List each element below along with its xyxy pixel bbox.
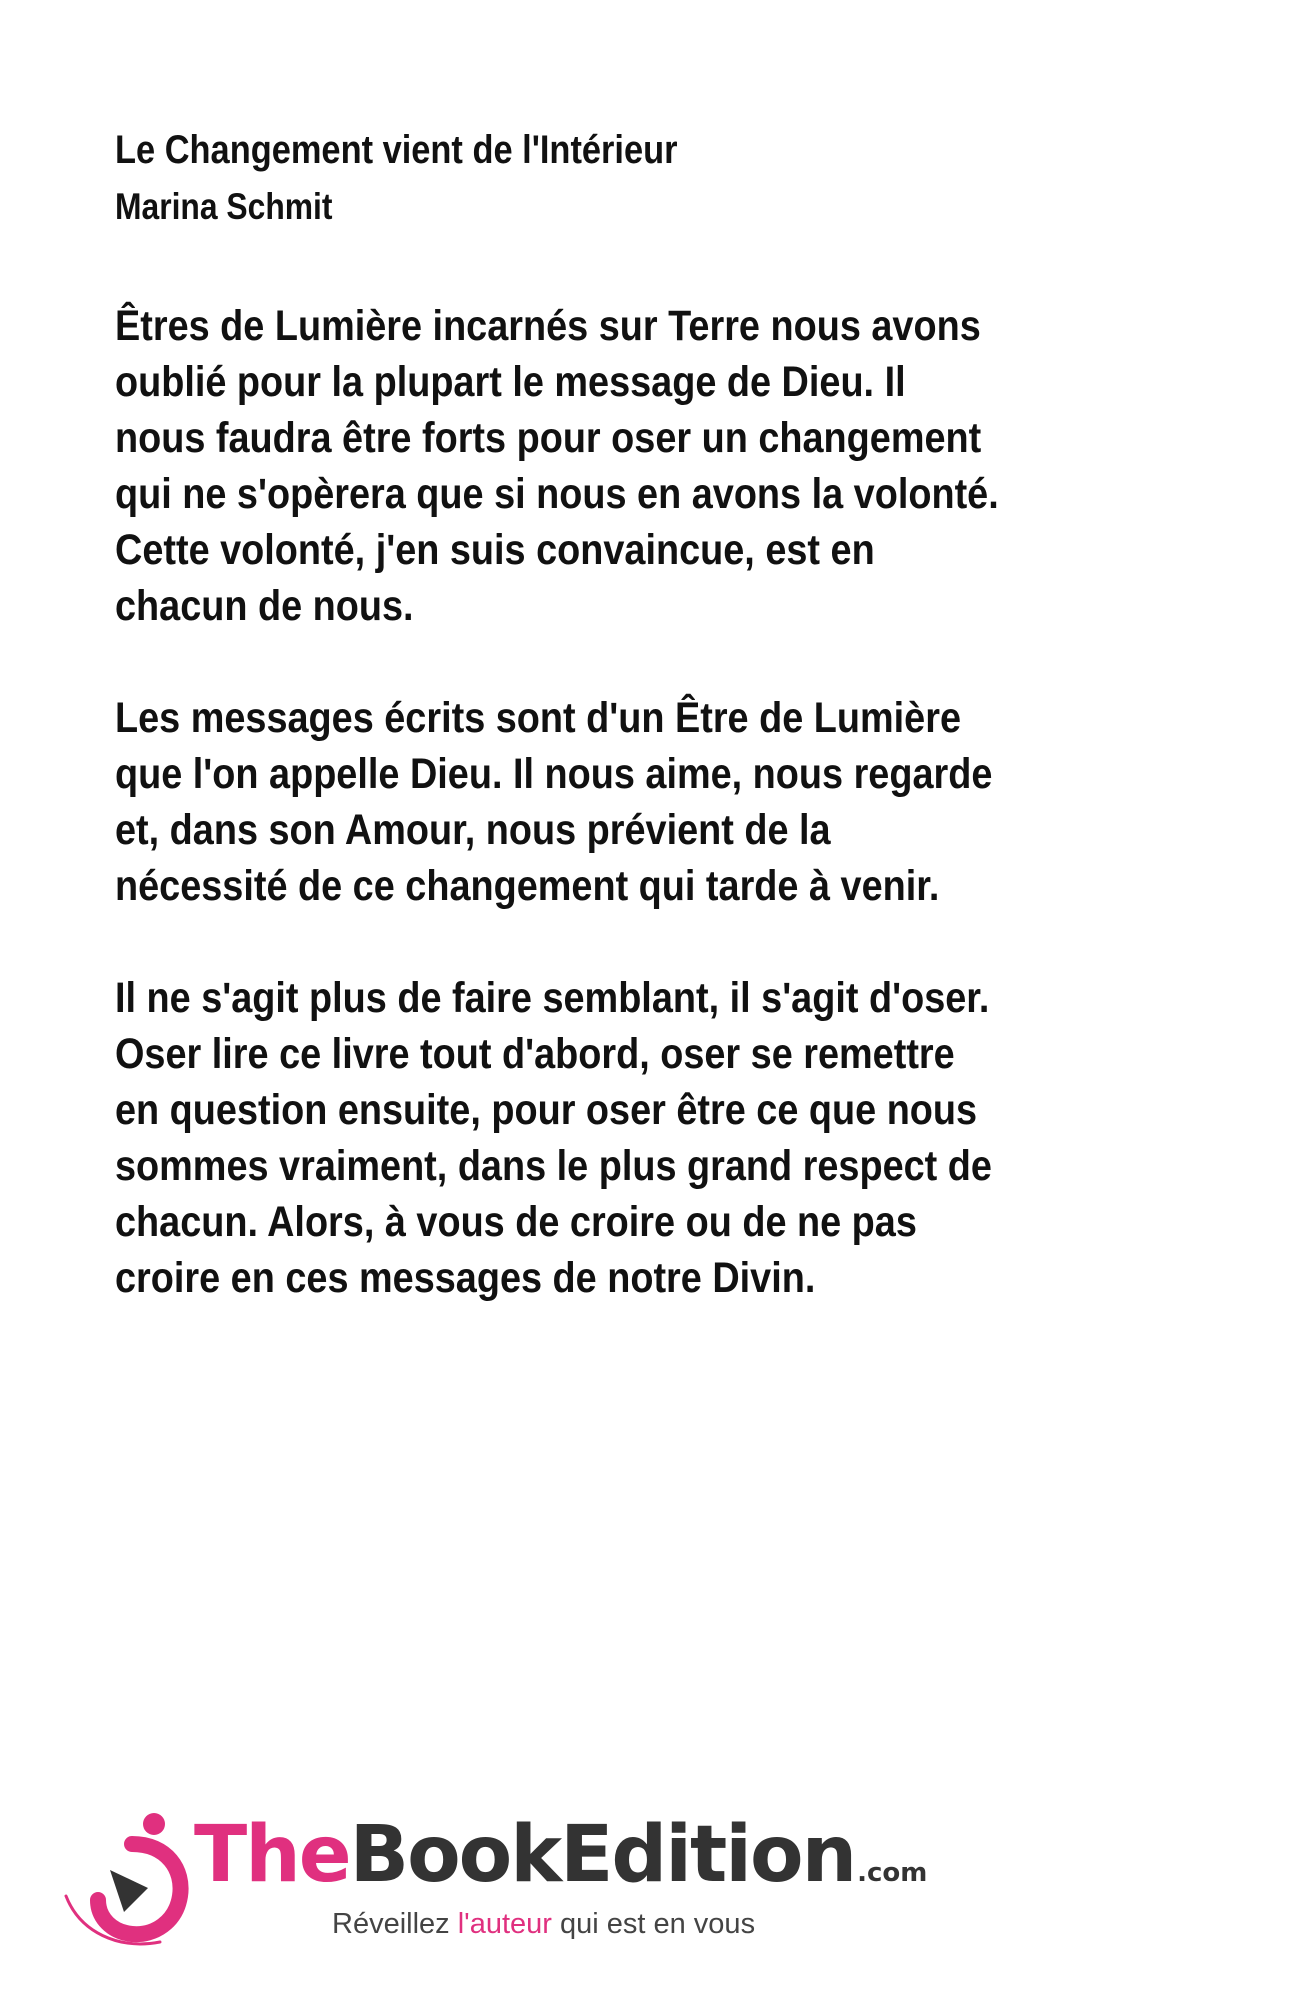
text-line: et, dans son Amour, nous prévient de la bbox=[115, 806, 831, 854]
text-line: sommes vraiment, dans le plus grand respect de bbox=[115, 1142, 992, 1190]
thebookedition-logo-icon bbox=[62, 1808, 192, 1948]
text-line: en question ensuite, pour oser être ce que nous bbox=[115, 1086, 978, 1134]
blurb-text bbox=[115, 298, 1153, 1362]
text-line: Il ne s'agit plus de faire semblant, il s'agit d'oser. bbox=[115, 974, 990, 1022]
text-line: chacun de nous. bbox=[115, 582, 414, 630]
text-line: nécessité de ce changement qui tarde à venir. bbox=[115, 862, 940, 910]
logo-word-the: The bbox=[194, 1810, 350, 1900]
book-author: Marina Schmit bbox=[115, 186, 333, 227]
logo-tagline bbox=[332, 1908, 755, 1941]
text-line: Les messages écrits sont d'un Être de Lumière bbox=[115, 694, 961, 742]
text-line: que l'on appelle Dieu. Il nous aime, nous regarde bbox=[115, 750, 993, 798]
text-line: Cette volonté, j'en suis convaincue, est en bbox=[115, 526, 875, 574]
text-line: chacun. Alors, à vous de croire ou de ne pas bbox=[115, 1198, 917, 1246]
blurb-paragraph-2 bbox=[115, 690, 1153, 914]
text-line: qui ne s'opèrera que si nous en avons la volonté. bbox=[115, 470, 999, 518]
text-line: oublié pour la plupart le message de Dieu. Il bbox=[115, 358, 906, 406]
blurb-paragraph-1 bbox=[115, 298, 1153, 634]
text-line: nous faudra être forts pour oser un changement bbox=[115, 414, 982, 462]
tagline-accent: l'auteur bbox=[457, 1908, 552, 1940]
logo-word-bookedition: BookEdition bbox=[349, 1810, 856, 1900]
book-title: Le Changement vient de l'Intérieur bbox=[115, 128, 678, 172]
logo-wordmark bbox=[194, 1810, 928, 1900]
text-line: croire en ces messages de notre Divin. bbox=[115, 1254, 816, 1302]
tagline-before: Réveillez bbox=[332, 1908, 458, 1940]
publisher-logo bbox=[62, 1808, 928, 1958]
logo-word-dotcom: .com bbox=[857, 1858, 928, 1888]
tagline-after: qui est en vous bbox=[551, 1908, 756, 1940]
blurb-paragraph-3 bbox=[115, 970, 1153, 1306]
text-line: Oser lire ce livre tout d'abord, oser se remettre bbox=[115, 1030, 955, 1078]
text-line: Êtres de Lumière incarnés sur Terre nous avons bbox=[115, 302, 981, 350]
